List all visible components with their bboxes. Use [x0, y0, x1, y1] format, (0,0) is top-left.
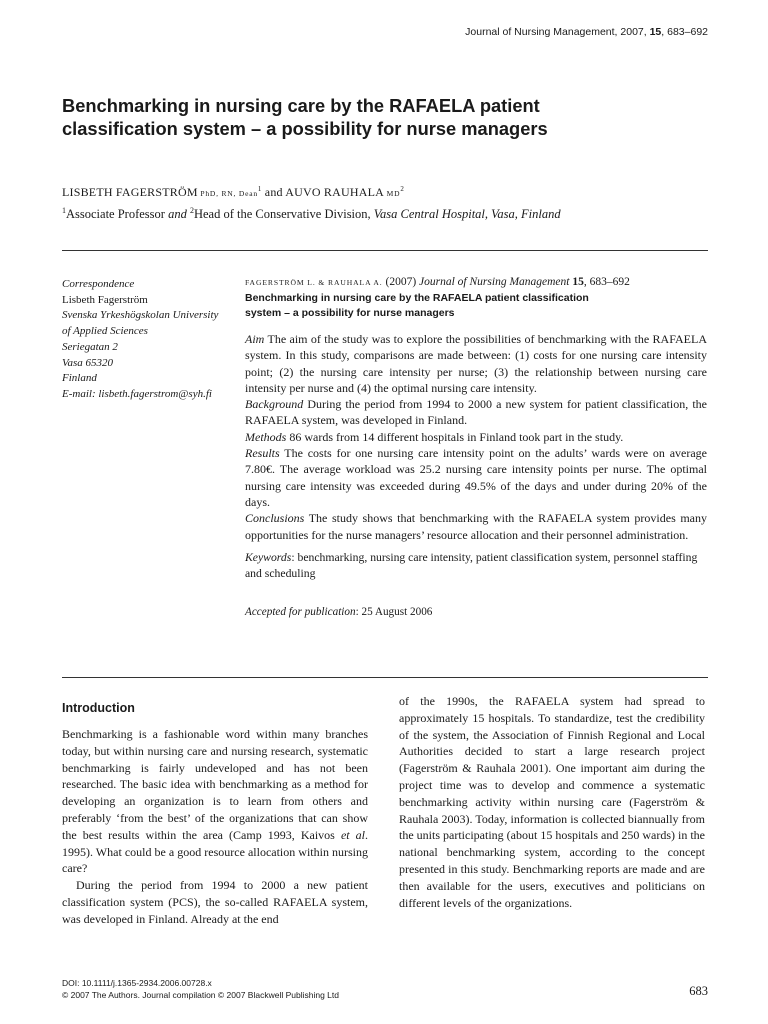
results-label: Results [245, 446, 280, 461]
keywords-label: Keywords [245, 550, 292, 564]
abstract-title-line-1: Benchmarking in nursing care by the RAFAELA patient classification [245, 292, 589, 304]
author-2-affiliation-marker: 2 [400, 185, 405, 193]
body-column-right [399, 693, 705, 911]
intro-paragraph-2: During the period from 1994 to 2000 a new patient classification system (PCS), the so-called RAFAELA system, was developed in Finland. Already at the end [62, 878, 368, 926]
abstract-results [245, 445, 707, 510]
journal-volume: 15 [649, 26, 662, 38]
affiliation-role-2: Head of the Conservative Division, [193, 207, 374, 222]
intro-paragraph-1-end: . 1995). What could be a good resource allocation within nursing care? [62, 827, 369, 876]
top-divider [62, 250, 708, 251]
accepted-label: Accepted for publication [245, 605, 356, 618]
journal-pages: , 683–692 [661, 26, 708, 38]
author-1-name: LISBETH FAGERSTRÖM [62, 185, 198, 199]
results-text: The costs for one nursing care intensity point on the adults’ wards were on average 7.80€. The average workload was 25.2 nursing care intensity points per nurse. The optimal nursing care intensity was exceeded during 49.5% of the days and under during 20% of the days. [245, 446, 707, 509]
author-2-credentials: MD [384, 189, 401, 198]
page-number: 683 [689, 984, 708, 998]
abstract-block [245, 274, 707, 618]
accepted-date [245, 606, 707, 618]
correspondence-country: Finland [62, 372, 97, 385]
citation-pages: , 683–692 [583, 276, 630, 288]
conclusions-label: Conclusions [245, 511, 305, 526]
correspondence-name: Lisbeth Fagerström [62, 293, 148, 306]
footer-doi [62, 977, 339, 1001]
citation-year: (2007) [382, 276, 420, 288]
title-line-1: Benchmarking in nursing care by the RAFAELA patient [62, 95, 540, 116]
abstract-methods [245, 429, 707, 445]
abstract-conclusions [245, 510, 707, 543]
affiliation-institution: Vasa Central Hospital, Vasa, Finland [373, 207, 561, 222]
author-2-name: AUVO RAUHALA [285, 185, 384, 199]
title-line-2: classification system – a possibility for nurse managers [62, 118, 548, 139]
affiliation-role-1: Associate Professor [66, 207, 169, 222]
intro-paragraph-2-cont: of the 1990s, the RAFAELA system had spread to approximately 15 hospitals. To standardize, test the credibility of the system, the Association of Finnish Regional and Local Authorities decided to start a large research project (Fagerström & Rauhala 2001). One important aim during the project time was to develop and commence a systematic benchmarking activity within nursing care (Fagerström & Rauhala 2003). Today, information is collected biannually from the units participating (about 15 hospitals and 250 wards) in the national benchmarking system, according to the concept presented in this study. Benchmarking reports are made and are then available for the users, executives and politicians on different levels of the organizations. [399, 694, 705, 910]
correspondence-organization: Svenska Yrkeshögskolan University [62, 309, 219, 322]
correspondence-block [62, 277, 242, 403]
journal-citation-text: Journal of Nursing Management, 2007, [465, 26, 650, 38]
author-conjunction: and [261, 185, 286, 199]
correspondence-city: Vasa 65320 [62, 356, 114, 369]
intro-et-al: et al [340, 827, 366, 842]
abstract-title [245, 291, 707, 321]
citation-authors: FAGERSTRÖM L. & RAUHALA A. [245, 278, 383, 287]
body-column-left [62, 726, 368, 928]
citation-volume: 15 [569, 276, 584, 288]
correspondence-label: Correspondence [62, 278, 135, 290]
article-title [62, 94, 722, 140]
correspondence-email[interactable]: E-mail: lisbeth.fagerstrom@syh.fi [62, 387, 212, 400]
accepted-date-value: : 25 August 2006 [355, 605, 433, 618]
author-1-affiliation-marker: 1 [257, 185, 262, 193]
introduction-heading: Introduction [62, 701, 135, 715]
journal-header [465, 26, 708, 38]
aim-label: Aim [245, 332, 265, 346]
abstract-citation [245, 274, 707, 291]
methods-label: Methods [245, 429, 287, 444]
keywords [245, 550, 707, 582]
methods-text: 86 wards from 14 different hospitals in Finland took part in the study. [286, 429, 624, 444]
correspondence-organization-cont: of Applied Sciences [62, 325, 148, 338]
abstract-aim [245, 331, 707, 396]
conclusions-text: The study shows that benchmarking with the RAFAELA system provides many opportunities for the nurse managers’ resource allocation and their personnel administration. [245, 511, 707, 542]
affiliation-and: and [168, 207, 187, 222]
aim-text: The aim of the study was to explore the possibilities of benchmarking with the RAFAELA system. In this study, comparisons are made between: (1) costs for one nursing care intensity point; (2) the nursing care intensity per nurse; (3) the relationship between nursing care intensity per nurse and (4) the optimal nursing care intensity. [245, 332, 707, 395]
copyright-text: © 2007 The Authors. Journal compilation © 2007 Blackwell Publishing Ltd [62, 990, 339, 1000]
keywords-text: : benchmarking, nursing care intensity, patient classification system, personnel staffing and scheduling [245, 550, 698, 580]
affiliation-marker-2: 2 [189, 206, 194, 215]
bottom-divider [62, 677, 708, 678]
background-label: Background [245, 397, 304, 412]
author-1-credentials: PhD, RN, Dean [197, 189, 258, 198]
citation-journal: Journal of Nursing Management [419, 276, 570, 288]
affiliation-line [62, 206, 561, 222]
intro-paragraph-1 [62, 726, 368, 877]
intro-paragraph-1-text: Benchmarking is a fashionable word within many branches today, but within nursing care and nursing research, systematic benchmarking is fairly undeveloped and has not been researched. The basic idea with benchmarking as a method for developing an organization is to learn from others and preferably ‘from the best’ of the organizations that can show the best results within the area (Camp 1993, Kaivos [62, 727, 368, 842]
abstract-background [245, 396, 707, 429]
correspondence-street: Seriegatan 2 [62, 340, 118, 353]
author-line [62, 185, 404, 200]
abstract-title-line-2: system – a possibility for nurse managers [245, 307, 455, 319]
affiliation-marker-1: 1 [62, 206, 66, 215]
doi-text[interactable]: DOI: 10.1111/j.1365-2934.2006.00728.x [62, 978, 212, 988]
background-text: During the period from 1994 to 2000 a new system for patient classification, the RAFAELA system, was developed in Finland. [245, 397, 707, 428]
